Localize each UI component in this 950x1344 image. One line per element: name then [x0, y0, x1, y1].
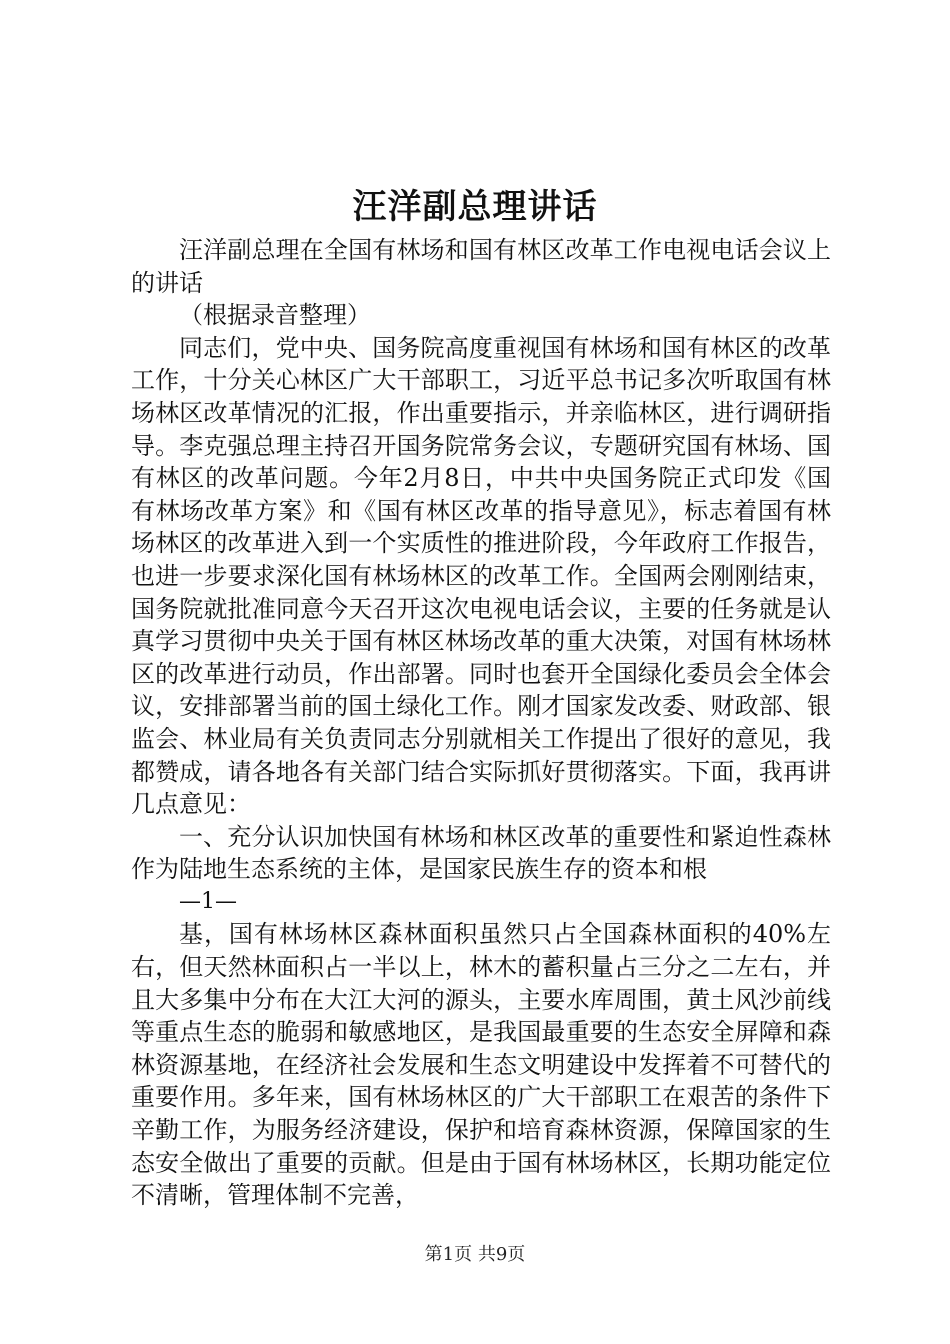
paragraph-continuation: 基，国有林场林区森林面积虽然只占全国森林面积的40%左右，但天然林面积占一半以上，林木的蓄积量占三分之二左右，并且大多集中分布在大江大河的源头，主要水库周围，黄土风沙前线等重点生态的脆弱和敏感地区，是我国最重要的生态安全屏障和森林资源基地，在经济社会发展和生态文明建设中发挥着不可替代的重要作用。多年来，国有林场林区的广大干部职工在艰苦的条件下辛勤工作，为服务经济建设，保护和培育森林资源，保障国家的生态安全做出了重要的贡献。但是由于国有林场林区，长期功能定位不清晰，管理体制不完善， [131, 920, 831, 1210]
paragraph-heading: 汪洋副总理在全国有林场和国有林区改革工作电视电话会议上的讲话 [131, 236, 831, 297]
paragraph-opening: 同志们，党中央、国务院高度重视国有林场和国有林区的改革工作，十分关心林区广大干部职工，习近平总书记多次听取国有林场林区改革情况的汇报，作出重要指示，并亲临林区，进行调研指导。李克强总理主持召开国务院常务会议，专题研究国有林场、国有林区的改革问题。今年2月8日，中共中央国务院正式印发《国有林场改革方案》和《国有林区改革的指导意见》，标志着国有林场林区的改革进入到一个实质性的推进阶段，今年政府工作报告，也进一步要求深化国有林场林区的改革工作。全国两会刚刚结束，国务院就批准同意今天召开这次电视电话会议，主要的任务就是认真学习贯彻中央关于国有林区林场改革的重大决策，对国有林场林区的改革进行动员，作出部署。同时也套开全国绿化委员会全体会议，安排部署当前的国土绿化工作。刚才国家发改委、财政部、银监会、林业局有关负责同志分别就相关工作提出了很好的意见，我都赞成，请各地各有关部门结合实际抓好贯彻落实。下面，我再讲几点意见： [131, 333, 831, 819]
paragraph-section-one: 一、充分认识加快国有林场和林区改革的重要性和紧迫性森林作为陆地生态系统的主体，是国家民族生存的资本和根 [131, 822, 831, 884]
document-title: 汪洋副总理讲话 [352, 187, 598, 227]
paragraph-note: （根据录音整理） [179, 301, 371, 330]
document-body [131, 234, 831, 1212]
inline-page-marker: —1— [179, 888, 237, 914]
page-footer: 第1页 共9页 [424, 1244, 526, 1265]
